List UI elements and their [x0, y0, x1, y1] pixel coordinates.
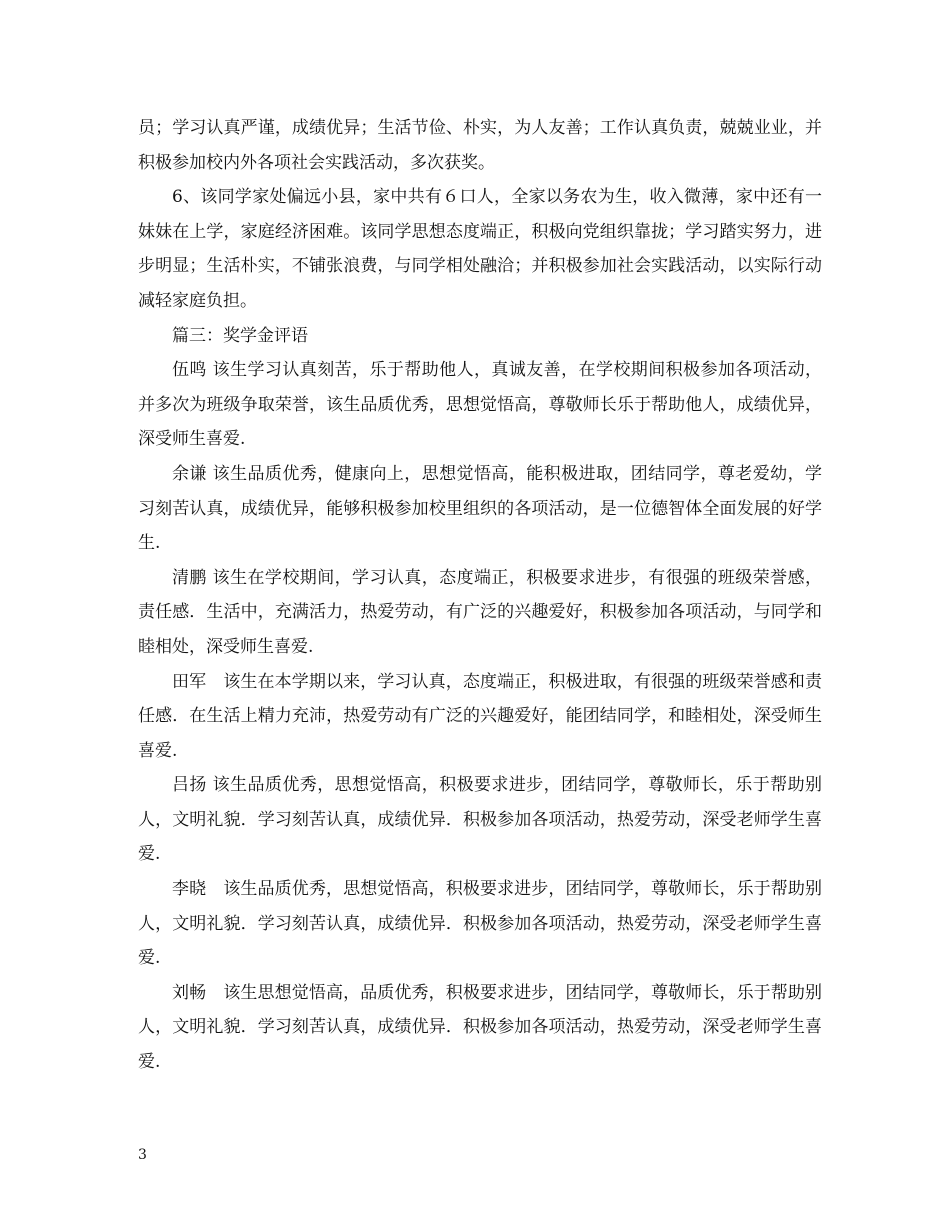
- paragraph-comment-qingpeng: 清鹏 该生在学校期间，学习认真，态度端正，积极要求进步，有很强的班级荣誉感，责任感．生活中，充满活力，热爱劳动，有广泛的兴趣爱好，积极参加各项活动，与同学和睦相处，深受师生喜爱.: [138, 567, 822, 657]
- paragraph-continuation: 员；学习认真严谨，成绩优异；生活节俭、朴实，为人友善；工作认真负责，兢兢业业，并积极参加校内外各项社会实践活动，多次获奖。: [138, 118, 822, 173]
- document-body: [138, 111, 822, 1080]
- paragraph-comment-lixiao: 李晓 该生品质优秀，思想觉悟高，积极要求进步，团结同学，尊敬师长，乐于帮助别人，文明礼貌．学习刻苦认真，成绩优异．积极参加各项活动，热爱劳动，深受老师学生喜爱.: [138, 879, 822, 969]
- paragraph-comment-lvyang: 吕扬 该生品质优秀，思想觉悟高，积极要求进步，团结同学，尊敬师长，乐于帮助别人，文明礼貌．学习刻苦认真，成绩优异．积极参加各项活动，热爱劳动，深受老师学生喜爱.: [138, 775, 822, 865]
- paragraph-comment-liuchang: 刘畅 该生思想觉悟高，品质优秀，积极要求进步，团结同学，尊敬师长，乐于帮助别人，文明礼貌．学习刻苦认真，成绩优异．积极参加各项活动，热爱劳动，深受老师学生喜爱.: [138, 982, 822, 1073]
- paragraph-item-6: 6、该同学家处偏远小县，家中共有６口人，全家以务农为生，收入微薄，家中还有一妹妹在上学，家庭经济困难。该同学思想态度端正，积极向党组织靠拢；学习踏实努力，进步明显；生活朴实，不铺张浪费，与同学相处融洽；并积极参加社会实践活动，以实际行动减轻家庭负担。: [138, 187, 822, 311]
- paragraph-comment-yuqian: 余谦 该生品质优秀，健康向上，思想觉悟高，能积极进取，团结同学，尊老爱幼，学习刻苦认真，成绩优异，能够积极参加校里组织的各项活动，是一位德智体全面发展的好学生.: [138, 463, 822, 554]
- paragraph-comment-tianjun: 田军 该生在本学期以来，学习认真，态度端正，积极进取，有很强的班级荣誉感和责任感．在生活上精力充沛，热爱劳动有广泛的兴趣爱好，能团结同学，和睦相处，深受师生喜爱.: [138, 671, 822, 761]
- page-number: 3: [138, 1147, 147, 1163]
- section-heading: 篇三：奖学金评语: [172, 325, 308, 346]
- paragraph-comment-wuming: 伍鸣 该生学习认真刻苦，乐于帮助他人，真诚友善，在学校期间积极参加各项活动，并多次为班级争取荣誉，该生品质优秀，思想觉悟高，尊敬师长乐于帮助他人，成绩优异，深受师生喜爱.: [138, 360, 822, 450]
